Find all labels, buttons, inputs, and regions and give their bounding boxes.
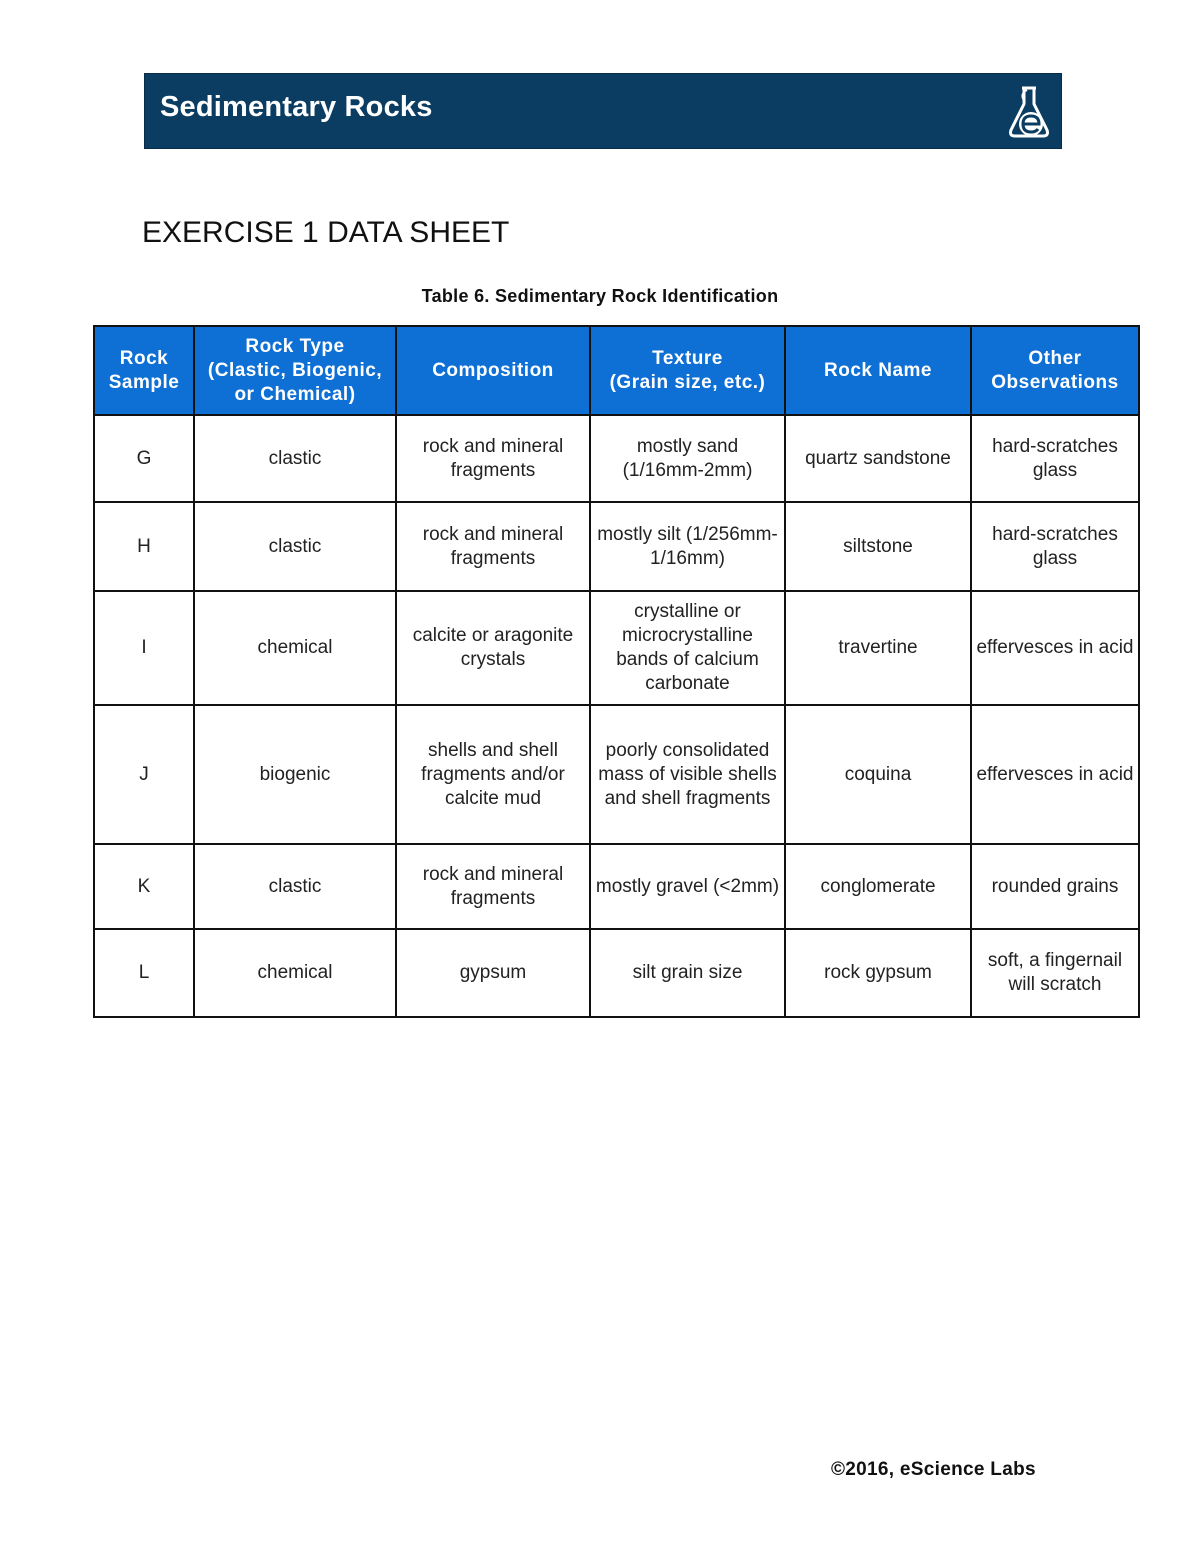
cell-observations: effervesces in acid [971, 705, 1139, 844]
table-row [94, 591, 1139, 705]
header-line: Composition [432, 359, 554, 381]
cell-composition: calcite or aragonite crystals [396, 591, 590, 705]
cell-texture: silt grain size [590, 929, 785, 1017]
table-header-row [94, 326, 1139, 415]
cell-observations: soft, a fingernail will scratch [971, 929, 1139, 1017]
cell-composition: rock and mineral fragments [396, 844, 590, 929]
cell-observations: effervesces in acid [971, 591, 1139, 705]
cell-texture: poorly consolidated mass of visible shells and shell fragments [590, 705, 785, 844]
exercise-heading: EXERCISE 1 DATA SHEET [142, 216, 510, 249]
banner-title: Sedimentary Rocks [160, 91, 433, 123]
header-line: Observations [991, 371, 1119, 393]
cell-rock-type: clastic [194, 844, 396, 929]
header-rock-name [785, 326, 971, 415]
cell-sample: L [94, 929, 194, 1017]
cell-rock-type: chemical [194, 929, 396, 1017]
cell-sample: G [94, 415, 194, 502]
cell-sample: H [94, 502, 194, 591]
cell-rock-name: coquina [785, 705, 971, 844]
cell-texture: crystalline or microcrystalline bands of calcium carbonate [590, 591, 785, 705]
cell-rock-type: clastic [194, 502, 396, 591]
page-banner [144, 73, 1062, 149]
header-line: or Chemical) [234, 383, 356, 405]
table-row [94, 844, 1139, 929]
cell-texture: mostly gravel (<2mm) [590, 844, 785, 929]
header-line: (Clastic, Biogenic, [207, 359, 383, 381]
footer-copyright: ©2016, eScience Labs [831, 1459, 1036, 1480]
table-row [94, 705, 1139, 844]
header-rock-type [194, 326, 396, 415]
cell-rock-type: clastic [194, 415, 396, 502]
cell-sample: I [94, 591, 194, 705]
table-row [94, 929, 1139, 1017]
header-line: Rock [119, 347, 169, 369]
header-rock-sample [94, 326, 194, 415]
cell-composition: rock and mineral fragments [396, 502, 590, 591]
header-line: Sample [108, 371, 180, 393]
table-row [94, 415, 1139, 502]
header-line: Rock Type [245, 335, 345, 357]
header-composition [396, 326, 590, 415]
header-line: Rock Name [824, 359, 932, 381]
cell-rock-name: travertine [785, 591, 971, 705]
cell-observations: hard-scratches glass [971, 415, 1139, 502]
escience-flask-logo-icon [1005, 82, 1053, 142]
header-line: Texture [652, 347, 723, 369]
cell-composition: gypsum [396, 929, 590, 1017]
cell-rock-type: biogenic [194, 705, 396, 844]
cell-sample: K [94, 844, 194, 929]
cell-rock-type: chemical [194, 591, 396, 705]
cell-rock-name: siltstone [785, 502, 971, 591]
cell-observations: rounded grains [971, 844, 1139, 929]
cell-texture: mostly silt (1/256mm-1/16mm) [590, 502, 785, 591]
header-other-observations [971, 326, 1139, 415]
cell-rock-name: rock gypsum [785, 929, 971, 1017]
table-row [94, 502, 1139, 591]
cell-texture: mostly sand (1/16mm-2mm) [590, 415, 785, 502]
rock-identification-table [93, 325, 1140, 1018]
table-caption: Table 6. Sedimentary Rock Identification [421, 286, 779, 306]
cell-composition: shells and shell fragments and/or calcite mud [396, 705, 590, 844]
cell-rock-name: conglomerate [785, 844, 971, 929]
cell-sample: J [94, 705, 194, 844]
header-texture [590, 326, 785, 415]
header-line: Other [1028, 347, 1082, 369]
cell-observations: hard-scratches glass [971, 502, 1139, 591]
cell-composition: rock and mineral fragments [396, 415, 590, 502]
cell-rock-name: quartz sandstone [785, 415, 971, 502]
header-line: (Grain size, etc.) [609, 371, 766, 393]
